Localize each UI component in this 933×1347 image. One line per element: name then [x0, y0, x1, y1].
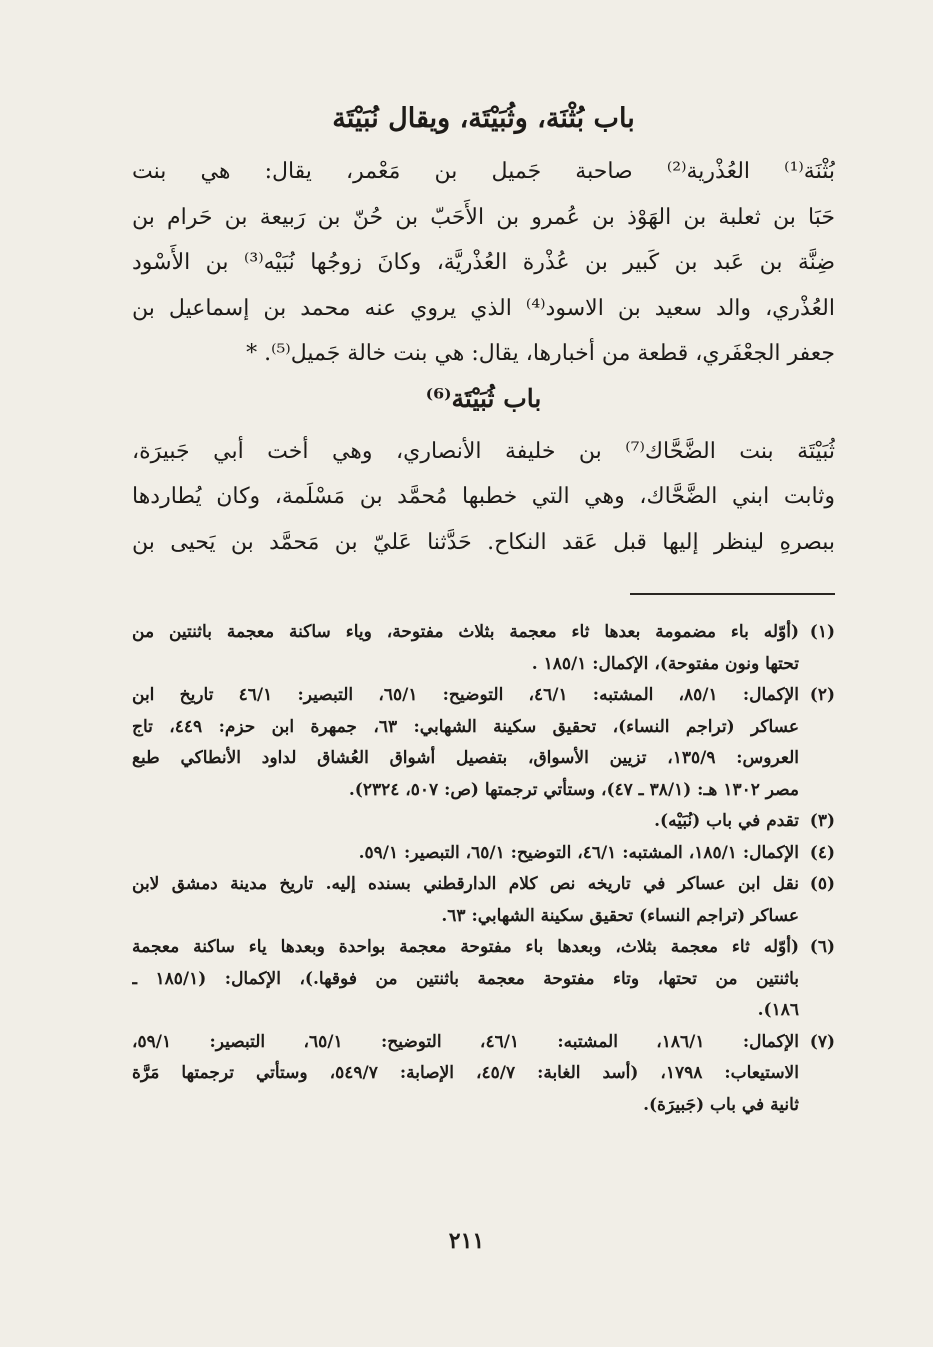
- footnote-line: الاستيعاب: ١٧٩٨، (أسد الغابة: ٤٥/٧، الإصابة: ٥٤٩/٧، وستأتي ترجمتها مَرَّة: [132, 1063, 799, 1083]
- page-number: ٢١١: [448, 1228, 485, 1254]
- footnote: [132, 806, 835, 838]
- footnote-body: [132, 838, 799, 870]
- footnote-line: نقل ابن عساكر في تاريخه نص كلام الدارقطني بسنده إليه. تاريخ مدينة دمشق لابن: [132, 874, 799, 894]
- footnote-line: باثنتين من تحتها، وتاء مفتوحة معجمة باثنتين من فوقها.)، الإكمال: (١٨٥/١ ـ: [132, 968, 799, 989]
- footnote-line: ١٨٦).: [757, 1000, 799, 1020]
- footnote-line: الإكمال: ١٨٦/١، المشتبه: ٤٦/١، التوضيح: ٦٥/١، التبصير: ٥٩/١،: [132, 1031, 799, 1052]
- footnote-line: تحتها ونون مفتوحة)، الإكمال: ١٨٥/١ .: [531, 653, 799, 674]
- footnote-body: [132, 869, 799, 932]
- entry-paragraph-thubayta: [132, 429, 835, 566]
- text-line: جعفر الجعْفَري، قطعة من أخبارها، يقال: هي بنت خالة جَميل⁽⁵⁾. *: [246, 341, 835, 366]
- footnote-line: (أوّله باء مضمومة بعدها ثاء معجمة بثلاث مفتوحة، وياء ساكنة معجمة باثنتين من: [132, 622, 799, 642]
- footnote-line: العروس: ١٣٥/٩، تزيين الأسواق، بتفصيل أشواق العُشاق لداود الأنطاكي طبع: [132, 748, 799, 768]
- text-line: ثُبَيْتَة بنت الضَّحَّاك⁽⁷⁾ بن خليفة الأنصاري، وهي أخت أبي جَبيرَة،: [132, 438, 835, 464]
- footnote-body: [132, 806, 799, 838]
- footnote: [132, 617, 835, 680]
- footnote-body: [132, 617, 799, 680]
- text-line: ببصرهِ لينظر إليها قبل عَقد النكاح. حَدَّثنا عَليّ بن مَحمَّد بن يَحيى بن: [132, 529, 835, 555]
- footnote: [132, 932, 835, 1027]
- footnote-line: عساكر (تراجم النساء) تحقيق سكينة الشهابي: ٦٣.: [441, 905, 799, 926]
- footnote-line: الإكمال: ٨٥/١، المشتبه: ٤٦/١، التوضيح: ٦٥/١، التبصير: ٤٦/١ تاريخ ابن: [132, 685, 799, 705]
- footnote-body: [132, 932, 799, 1027]
- text-line: ضِنَّة بن عَبد بن كَبير بن عُذْرة العُذْريَّة، وكانَ زوجُها نُبَيْه⁽³⁾ بن الأَسْود: [132, 250, 835, 275]
- text-line: وثابت ابني الضَّحَّاك، وهي التي خطبها مُحمَّد بن مَسْلَمة، وكان يُطاردها: [132, 484, 835, 509]
- footnote-number: (٢): [809, 685, 835, 705]
- footnote-line: مصر ١٣٠٢ هـ: (٣٨/١ ـ ٤٧)، وستأتي ترجمتها (ص: ٥٠٧، ٢٣٢٤).: [348, 779, 799, 800]
- footnote-number: (٥): [809, 874, 835, 894]
- footnote-number: (١): [809, 622, 835, 642]
- footnote: [132, 1027, 835, 1122]
- footnotes: [132, 617, 835, 1121]
- footnote-body: [132, 680, 799, 806]
- entry-paragraph-buthna: [132, 149, 835, 377]
- footnote-number: (٧): [809, 1031, 835, 1052]
- chapter-heading: باب بُثْنَة، وثُبَيْتَة، ويقال نُبَيْتَة: [332, 103, 635, 134]
- footnote-line: تقدم في باب (نُبَيْه).: [654, 811, 799, 831]
- footnote-number: (٤): [809, 842, 835, 863]
- footnote: [132, 869, 835, 932]
- footnote-line: ثانية في باب (جَبيرَة).: [643, 1094, 799, 1115]
- footnote-line: عساكر (تراجم النساء)، تحقيق سكينة الشهابي: ٦٣، جمهرة ابن حزم: ٤٤٩، تاج: [132, 716, 799, 737]
- footnote: [132, 838, 835, 870]
- section-heading: باب ثُبَيْتَة⁽⁶⁾: [425, 383, 542, 413]
- footnote: [132, 680, 835, 806]
- footnote-separator: [630, 593, 835, 595]
- text-line: العُذْري، والد سعيد بن الاسود⁽⁴⁾ الذي يروي عنه محمد بن إسماعيل بن: [132, 295, 835, 321]
- footnote-number: (٣): [809, 811, 835, 831]
- text-line: بُثْنَة⁽¹⁾ العُذْرية⁽²⁾ صاحبة جَميل بن مَعْمر، يقال: هي بنت: [132, 159, 835, 184]
- footnote-line: (أوّله ثاء معجمة بثلاث، وبعدها باء مفتوحة معجمة بواحدة وبعدها ياء ساكنة معجمة: [132, 937, 799, 957]
- footnote-line: الإكمال: ١٨٥/١، المشتبه: ٤٦/١، التوضيح: ٦٥/١، التبصير: ٥٩/١.: [358, 842, 799, 863]
- footnote-body: [132, 1027, 799, 1122]
- text-line: حَبَا بن ثعلبة بن الهَوْذ بن عُمرو بن الأَحَبّ بن حُنّ بن رَبيعة بن حَرام بن: [132, 204, 835, 230]
- footnote-number: (٦): [809, 937, 835, 957]
